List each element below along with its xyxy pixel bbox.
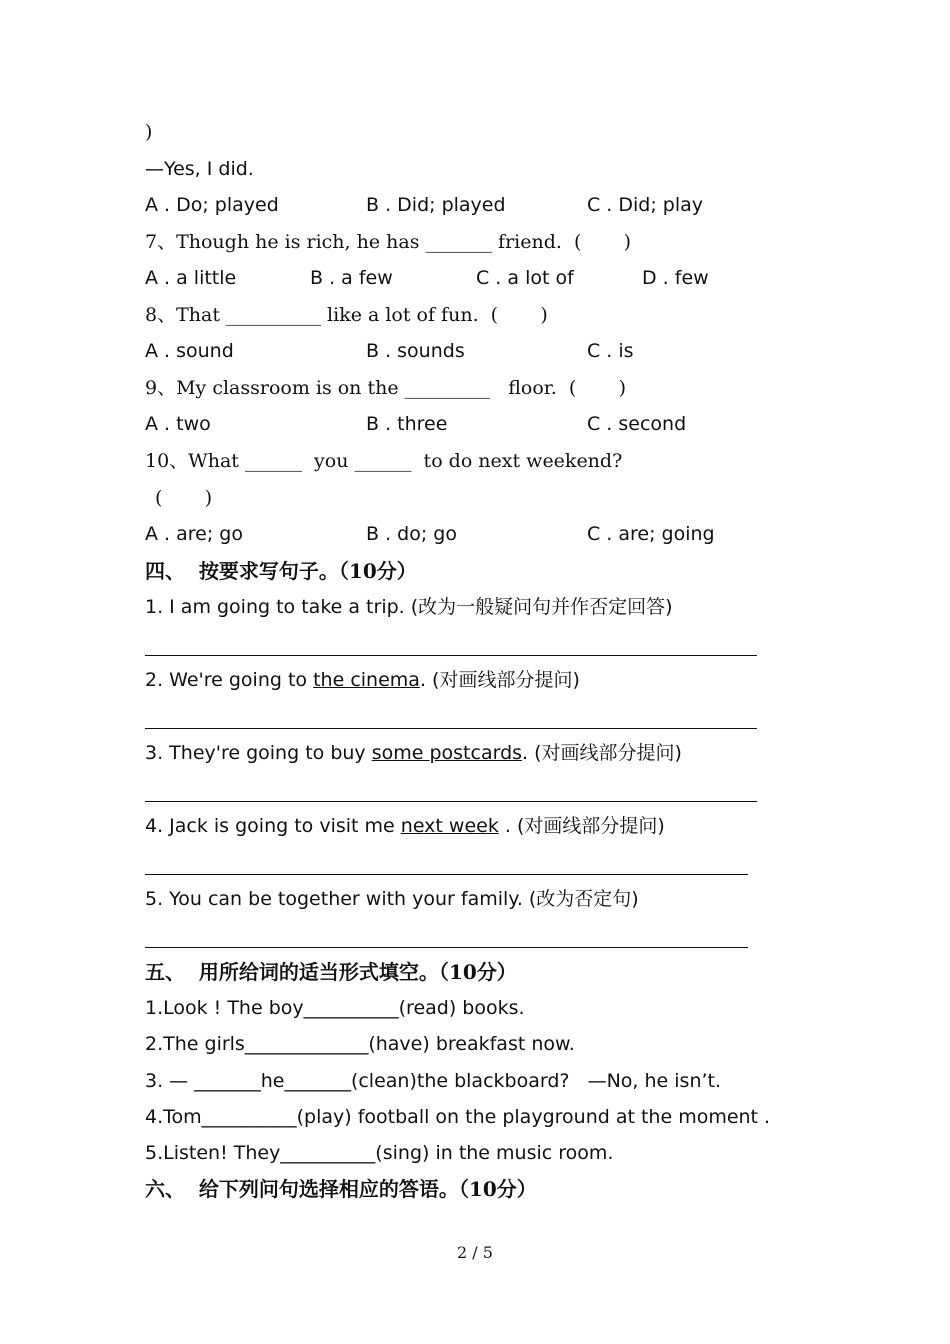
- question-10-option-b: B . do; go: [366, 523, 457, 545]
- question-9-option-a: A . two: [145, 413, 211, 435]
- section-5-item-2: 2.The girls_____________(have) breakfast now.: [145, 1033, 575, 1055]
- question-7-option-c: C . a lot of: [476, 267, 574, 289]
- answer-line-5: [145, 947, 748, 948]
- section-4-item-2: 2. We're going to the cinema. (对画线部分提问): [145, 669, 580, 691]
- question-10-paren: ( ): [155, 487, 213, 509]
- question-10-stem: 10、What ______ you ______ to do next weekend?: [145, 450, 623, 472]
- answer-line-1: [145, 655, 757, 656]
- question-9-option-b: B . three: [366, 413, 448, 435]
- question-6-option-b: B . Did; played: [366, 194, 506, 216]
- question-8-stem: 8、That __________ like a lot of fun. ( ): [145, 304, 548, 326]
- question-8-option-c: C . is: [587, 340, 634, 362]
- section-4-item-5: 5. You can be together with your family. (改为否定句): [145, 888, 639, 910]
- section-4-item-4: 4. Jack is going to visit me next week . (对画线部分提问): [145, 815, 665, 837]
- section-4-title: 四、 按要求写句子。（10分）: [145, 559, 417, 583]
- question-6-option-c: C . Did; play: [587, 194, 704, 216]
- question-6-option-a: A . Do; played: [145, 194, 279, 216]
- question-7-option-d: D . few: [642, 267, 709, 289]
- question-7-option-a: A . a little: [145, 267, 237, 289]
- section-5-item-4: 4.Tom__________(play) football on the playground at the moment .: [145, 1106, 771, 1128]
- question-8-option-b: B . sounds: [366, 340, 465, 362]
- section-6-title: 六、 给下列问句选择相应的答语。（10分）: [145, 1177, 537, 1201]
- question-6-paren: ): [145, 121, 153, 143]
- section-4-item-1: 1. I am going to take a trip. (改为一般疑问句并作否定回答): [145, 596, 673, 618]
- question-6-answer: —Yes, I did.: [145, 158, 254, 180]
- answer-line-4: [145, 874, 748, 875]
- question-8-option-a: A . sound: [145, 340, 234, 362]
- question-9-option-c: C . second: [587, 413, 687, 435]
- question-10-option-a: A . are; go: [145, 523, 243, 545]
- section-4-item-3: 3. They're going to buy some postcards. (对画线部分提问): [145, 742, 682, 764]
- section-5-item-5: 5.Listen! They__________(sing) in the music room.: [145, 1142, 614, 1164]
- section-5-title: 五、 用所给词的适当形式填空。（10分）: [145, 960, 517, 984]
- question-9-stem: 9、My classroom is on the _________ floor. ( ): [145, 377, 627, 399]
- page-number: 2 / 5: [457, 1243, 493, 1262]
- section-5-item-1: 1.Look ! The boy__________(read) books.: [145, 997, 525, 1019]
- answer-line-2: [145, 728, 757, 729]
- question-10-option-c: C . are; going: [587, 523, 715, 545]
- section-5-item-3: 3. — _______he_______(clean)the blackboard? —No, he isn’t.: [145, 1070, 722, 1092]
- answer-line-3: [145, 801, 757, 802]
- question-7-option-b: B . a few: [310, 267, 393, 289]
- question-7-stem: 7、Though he is rich, he has _______ friend. ( ): [145, 231, 632, 253]
